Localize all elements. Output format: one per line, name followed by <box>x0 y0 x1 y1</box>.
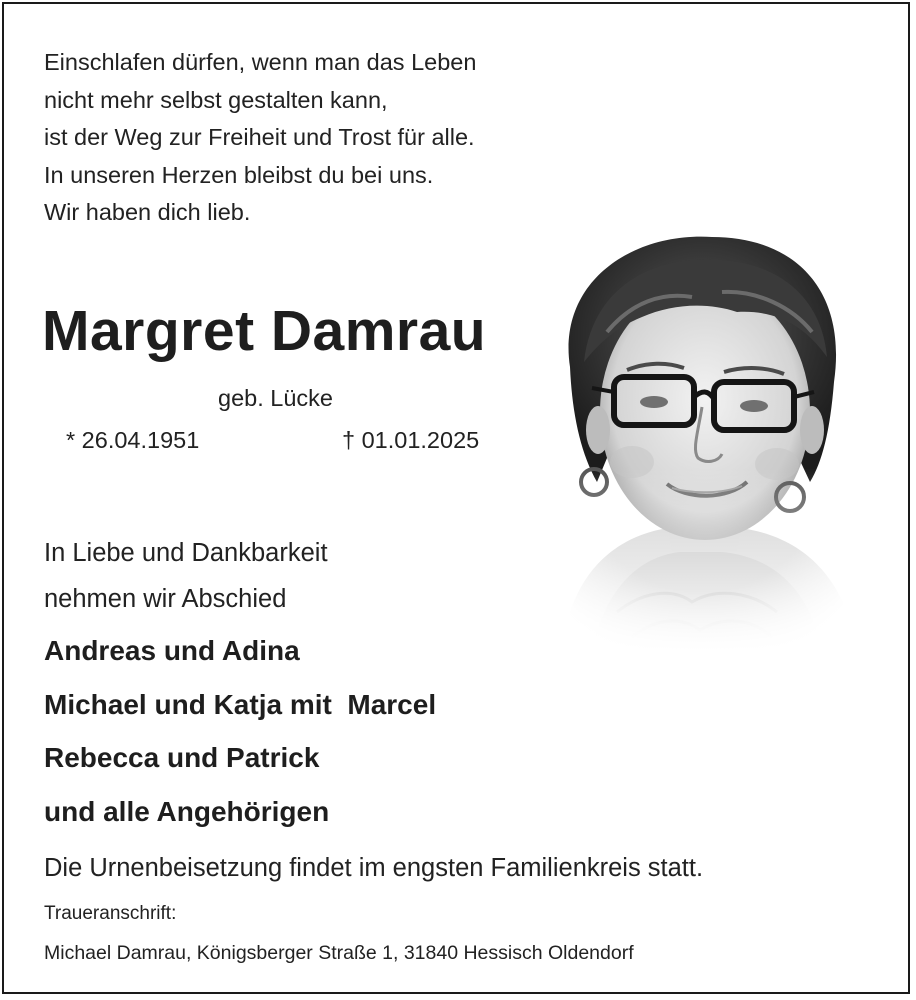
address-label: Traueranschrift: <box>44 903 177 924</box>
deceased-name: Margret Damrau <box>42 299 487 363</box>
mourner-entry: und alle Angehörigen <box>44 795 330 827</box>
mourner-entry: Rebecca und Patrick <box>44 742 320 773</box>
birth-date: * 26.04.1951 <box>66 427 200 453</box>
farewell-line: nehmen wir Abschied <box>44 585 287 613</box>
poem-line: ist der Weg zur Freiheit und Trost für alle. <box>44 124 475 150</box>
maiden-name: geb. Lücke <box>218 385 333 411</box>
poem-line: Einschlafen dürfen, wenn man das Leben <box>44 49 477 75</box>
portrait-photo <box>522 192 882 652</box>
farewell-line: In Liebe und Dankbarkeit <box>44 539 328 567</box>
mourner-entry: Andreas und Adina <box>44 635 300 666</box>
mourning-address: Michael Damrau, Königsberger Straße 1, 31840 Hessisch Oldendorf <box>44 942 634 964</box>
mourners-list <box>44 624 436 838</box>
portrait-illustration <box>522 192 882 652</box>
death-date: † 01.01.2025 <box>342 427 480 453</box>
poem-line: In unseren Herzen bleibst du bei uns. <box>44 161 434 188</box>
poem-line: nicht mehr selbst gestalten kann, <box>44 86 388 113</box>
farewell-text <box>44 530 328 622</box>
burial-note: Die Urnenbeisetzung findet im engsten Familienkreis statt. <box>44 854 704 882</box>
mourner-entry: Michael und Katja mit Marcel <box>44 688 437 720</box>
memorial-poem <box>44 44 476 232</box>
poem-line: Wir haben dich lieb. <box>44 199 251 225</box>
